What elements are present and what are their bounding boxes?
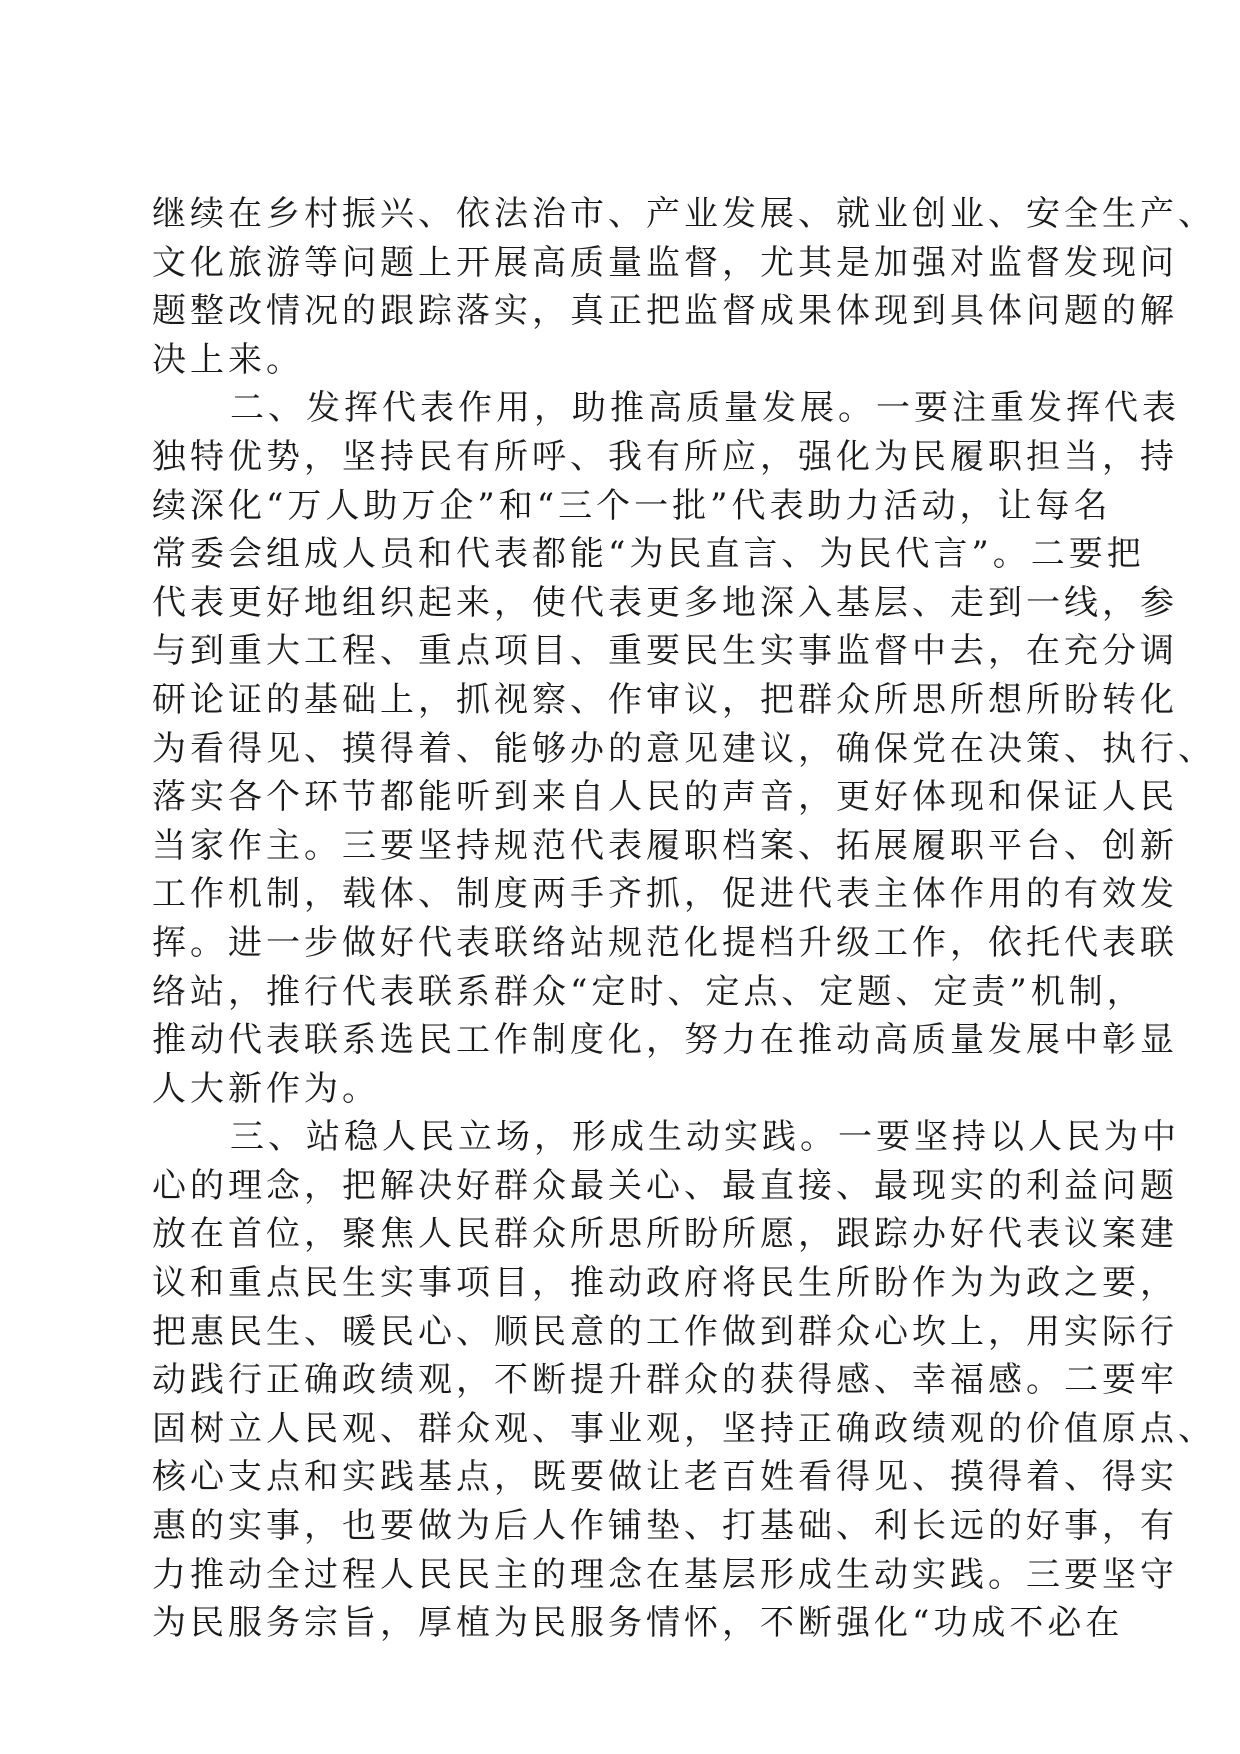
- text-line: 推动代表联系选民工作制度化，努力在推动高质量发展中彰显: [152, 1020, 1178, 1061]
- body-text: [152, 190, 1216, 1648]
- text-line: 心的理念，把解决好群众最关心、最直接、最现实的利益问题: [152, 1165, 1178, 1206]
- text-line: 议和重点民生实事项目，推动政府将民生所盼作为为政之要，: [152, 1263, 1178, 1304]
- text-line: 力推动全过程人民民主的理念在基层形成生动实践。三要坚守: [152, 1554, 1178, 1595]
- text-line: 题整改情况的跟踪落实，真正把监督成果体现到具体问题的解: [152, 291, 1178, 332]
- text-line: 为看得见、摸得着、能够办的意见建议，确保党在决策、执行、: [152, 728, 1216, 769]
- text-line: 放在首位，聚焦人民群众所思所盼所愿，跟踪办好代表议案建: [152, 1214, 1178, 1255]
- text-line: 固树立人民观、群众观、事业观，坚持正确政绩观的价值原点、: [152, 1408, 1216, 1449]
- text-line: 络站，推行代表联系群众“定时、定点、定题、定责”机制，: [152, 971, 1145, 1012]
- text-line: 惠的实事，也要做为后人作铺垫、打基础、利长远的好事，有: [152, 1506, 1178, 1547]
- text-line: 工作机制，载体、制度两手齐抓，促进代表主体作用的有效发: [152, 874, 1178, 915]
- text-line: 决上来。: [152, 339, 304, 380]
- text-line: 研论证的基础上，抓视察、作审议，把群众所思所想所盼转化: [152, 679, 1178, 720]
- text-line: 独特优势，坚持民有所呼、我有所应，强化为民履职担当，持: [152, 436, 1178, 477]
- text-line: 文化旅游等问题上开展高质量监督，尤其是加强对监督发现问: [152, 242, 1178, 283]
- text-line: 挥。进一步做好代表联络站规范化提档升级工作，依托代表联: [152, 922, 1178, 963]
- text-line: 动践行正确政绩观，不断提升群众的获得感、幸福感。二要牢: [152, 1360, 1178, 1401]
- text-line: 续深化“万人助万企”和“三个一批”代表助力活动，让每名: [152, 485, 1112, 526]
- text-line: 与到重大工程、重点项目、重要民生实事监督中去，在充分调: [152, 631, 1178, 672]
- paragraph-3-first-line: 三、站稳人民立场，形成生动实践。一要坚持以人民为中: [230, 1117, 1180, 1158]
- text-line: 把惠民生、暖民心、顺民意的工作做到群众心坎上，用实际行: [152, 1311, 1178, 1352]
- text-line: 核心支点和实践基点，既要做让老百姓看得见、摸得着、得实: [152, 1457, 1178, 1498]
- text-line: 落实各个环节都能听到来自人民的声音，更好体现和保证人民: [152, 777, 1178, 818]
- text-line: 继续在乡村振兴、依法治市、产业发展、就业创业、安全生产、: [152, 194, 1216, 234]
- text-line: 常委会组成人员和代表都能“为民直言、为民代言”。二要把: [152, 534, 1145, 575]
- paragraph-2-first-line: 二、发挥代表作用，助推高质量发展。一要注重发挥代表: [230, 388, 1180, 429]
- text-line: 人大新作为。: [152, 1068, 380, 1109]
- text-line: 当家作主。三要坚持规范代表履职档案、拓展履职平台、创新: [152, 825, 1178, 866]
- text-line: 代表更好地组织起来，使代表更多地深入基层、走到一线，参: [152, 582, 1178, 623]
- text-line: 为民服务宗旨，厚植为民服务情怀，不断强化“功成不必在: [152, 1603, 1124, 1644]
